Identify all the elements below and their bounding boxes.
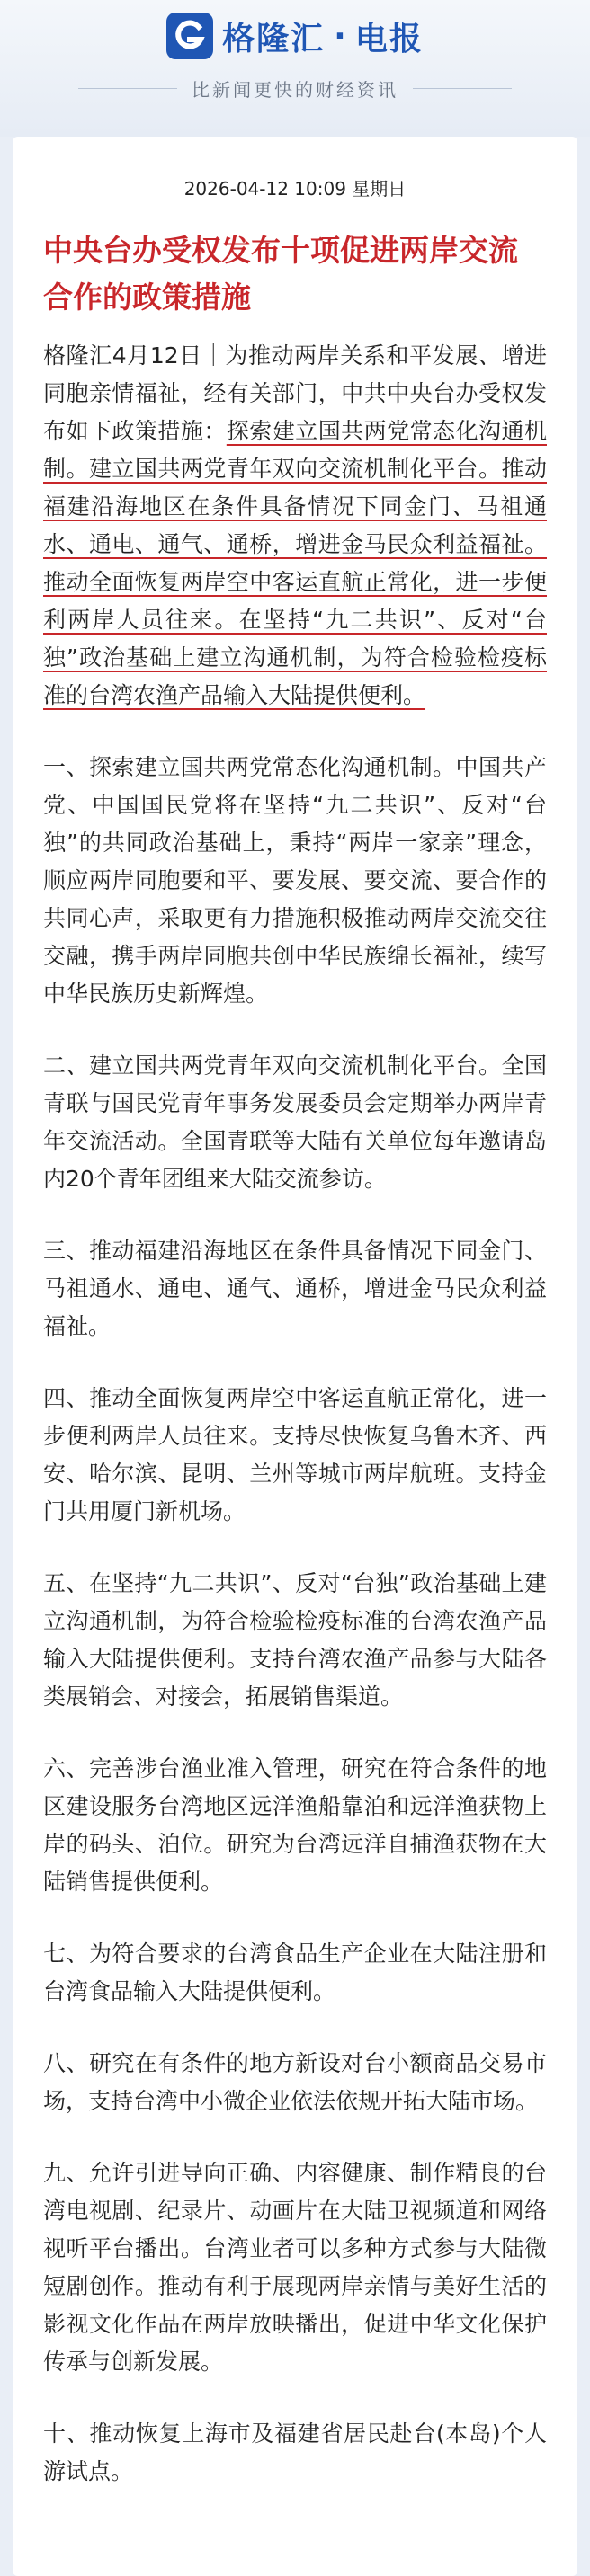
article-paragraph-9: 九、允许引进导向正确、内容健康、制作精良的台湾电视剧、纪录片、动画片在大陆卫视频道和网络视听平台播出。台湾业者可以多种方式参与大陆微短剧创作。推动有利于展现两岸亲情与美好生活的影视文化作品在两岸放映播出，促进中华文化保护传承与创新发展。 <box>43 2160 547 2375</box>
article-paragraph-8: 八、研究在有条件的地方新设对台小额商品交易市场，支持台湾中小微企业依法依规开拓大陆市场。 <box>43 2050 547 2114</box>
brand-logo <box>0 13 590 59</box>
article-card <box>13 137 577 2576</box>
brand-separator: · <box>334 17 346 55</box>
article-datetime: 2026-04-12 10:09 星期日 <box>183 178 407 200</box>
article-paragraph-3: 三、推动福建沿海地区在条件具备情况下同金门、马祖通水、通电、通气、通桥，增进金马民众利益福祉。 <box>43 1238 547 1339</box>
tagline-divider-right <box>413 88 512 89</box>
app-header <box>0 0 590 137</box>
article-paragraph-5: 五、在坚持“九二共识”、反对“台独”政治基础上建立沟通机制，为符合检验检疫标准的台湾农渔产品输入大陆提供便利。支持台湾农渔产品参与大陆各类展销会、对接会，拓展销售渠道。 <box>43 1570 547 1710</box>
tagline: 比新闻更快的财经资讯 <box>192 79 398 101</box>
article-lead <box>43 337 547 715</box>
lead-intro: 格隆汇4月12日｜为推动两岸关系和平发展、增进同胞亲情福祉，经有关部门，中共中央台办受权发布如下政策措施： <box>43 342 547 444</box>
article-paragraph-10: 十、推动恢复上海市及福建省居民赴台(本岛)个人游试点。 <box>43 2421 547 2484</box>
article-paragraph-2: 二、建立国共两党青年双向交流机制化平台。全国青联与国民党青年事务发展委员会定期举办两岸青年交流活动。全国青联等大陆有关单位每年邀请岛内20个青年团组来大陆交流参访。 <box>43 1053 547 1192</box>
article-paragraph-4: 四、推动全面恢复两岸空中客运直航正常化，进一步便利两岸人员往来。支持尽快恢复乌鲁木齐、西安、哈尔滨、昆明、兰州等城市两岸航班。支持金门共用厦门新机场。 <box>43 1385 547 1524</box>
article-paragraph-7: 七、为符合要求的台湾食品生产企业在大陆注册和台湾食品输入大陆提供便利。 <box>43 1941 547 2004</box>
article-title: 中央台办受权发布十项促进两岸交流合作的政策措施 <box>43 233 518 315</box>
tagline-row <box>0 76 590 102</box>
brand-name: 格隆汇 <box>222 20 326 58</box>
article-paragraph-1: 一、探索建立国共两党常态化沟通机制。中国共产党、中国国民党将在坚持“九二共识”、反对“台独”的共同政治基础上，秉持“两岸一家亲”理念，顺应两岸同胞要和平、要发展、要交流、要合作的共同心声，采取更有力措施积极推动两岸交流交往交融，携手两岸同胞共创中华民族绵长福祉，续写中华民族历史新辉煌。 <box>43 754 547 1007</box>
article-paragraph-6: 六、完善涉台渔业准入管理，研究在符合条件的地区建设服务台湾地区远洋渔船靠泊和远洋渔获物上岸的码头、泊位。研究为台湾远洋自捕渔获物在大陆销售提供便利。 <box>43 1755 547 1895</box>
tagline-divider-left <box>78 88 177 89</box>
brand-sub: 电报 <box>354 20 424 58</box>
lead-summary: 探索建立国共两党常态化沟通机制。建立国共两党青年双向交流机制化平台。推动福建沿海地区在条件具备情况下同金门、马祖通水、通电、通气、通桥，增进金马民众利益福祉。推动全面恢复两岸空中客运直航正常化，进一步便利两岸人员往来。在坚持“九二共识”、反对“台独”政治基础上建立沟通机制，为符合检验检疫标准的台湾农渔产品输入大陆提供便利。 <box>43 418 547 708</box>
gelonghui-logo-icon <box>166 13 213 59</box>
